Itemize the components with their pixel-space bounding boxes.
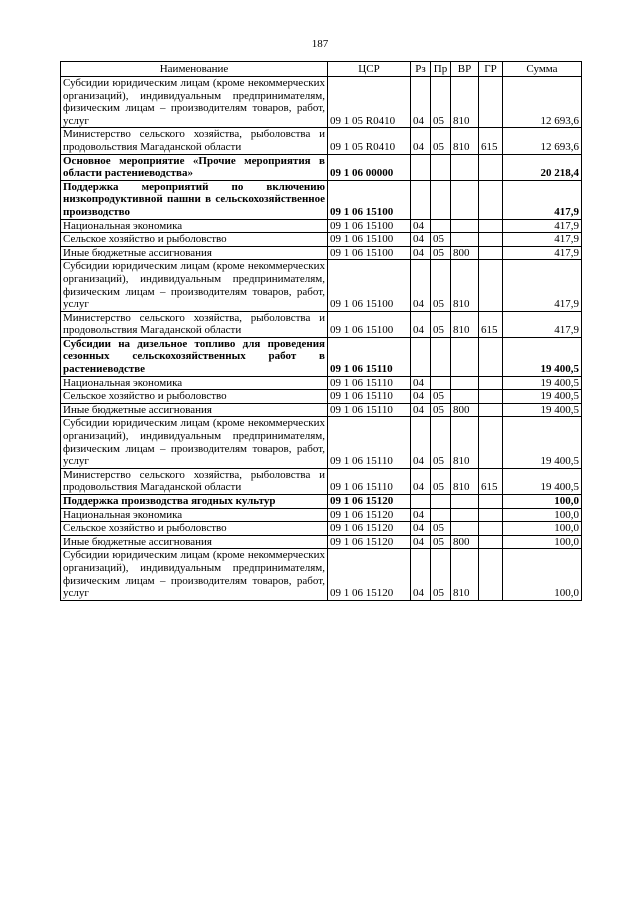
cell-rz: 04 <box>411 128 431 154</box>
cell-rz: 04 <box>411 417 431 468</box>
cell-gr <box>479 549 503 600</box>
cell-sum: 12 693,6 <box>503 77 582 128</box>
cell-gr: 615 <box>479 311 503 337</box>
cell-pr <box>431 495 451 509</box>
cell-pr: 05 <box>431 522 451 536</box>
cell-gr: 615 <box>479 468 503 494</box>
cell-vr: 810 <box>451 77 479 128</box>
table-row <box>61 390 582 404</box>
table-row <box>61 468 582 494</box>
cell-name: Национальная экономика <box>61 219 328 233</box>
cell-name: Иные бюджетные ассигнования <box>61 535 328 549</box>
table-row <box>61 180 582 219</box>
cell-rz: 04 <box>411 403 431 417</box>
cell-csr: 09 1 06 15110 <box>328 390 411 404</box>
cell-csr: 09 1 06 15120 <box>328 535 411 549</box>
cell-gr <box>479 403 503 417</box>
cell-csr: 09 1 06 15100 <box>328 311 411 337</box>
cell-name: Основное мероприятие «Прочие мероприятия в области растениеводства» <box>61 154 328 180</box>
cell-vr: 800 <box>451 535 479 549</box>
header-name: Наименование <box>61 62 328 77</box>
table-header-row <box>61 62 582 77</box>
cell-gr <box>479 390 503 404</box>
cell-rz: 04 <box>411 233 431 247</box>
cell-pr: 05 <box>431 260 451 311</box>
header-vr: ВР <box>451 62 479 77</box>
cell-name: Национальная экономика <box>61 376 328 390</box>
table-row <box>61 154 582 180</box>
cell-vr: 800 <box>451 403 479 417</box>
cell-sum: 417,9 <box>503 233 582 247</box>
table-row <box>61 77 582 128</box>
cell-gr <box>479 180 503 219</box>
cell-gr <box>479 376 503 390</box>
cell-rz: 04 <box>411 549 431 600</box>
cell-name: Субсидии юридическим лицам (кроме некоммерческих организаций), индивидуальным предпринимателям, физическим лицам – производителям товаров, работ, услуг <box>61 417 328 468</box>
cell-pr: 05 <box>431 390 451 404</box>
cell-rz: 04 <box>411 246 431 260</box>
cell-vr <box>451 154 479 180</box>
cell-gr <box>479 508 503 522</box>
table-row <box>61 508 582 522</box>
table-row <box>61 417 582 468</box>
cell-sum: 12 693,6 <box>503 128 582 154</box>
cell-csr: 09 1 06 15100 <box>328 233 411 247</box>
cell-rz <box>411 154 431 180</box>
cell-vr: 810 <box>451 549 479 600</box>
cell-rz: 04 <box>411 311 431 337</box>
cell-rz: 04 <box>411 219 431 233</box>
cell-gr <box>479 154 503 180</box>
cell-pr: 05 <box>431 417 451 468</box>
cell-csr: 09 1 06 00000 <box>328 154 411 180</box>
cell-vr <box>451 233 479 247</box>
cell-vr: 810 <box>451 311 479 337</box>
cell-pr: 05 <box>431 311 451 337</box>
cell-pr: 05 <box>431 549 451 600</box>
cell-name: Иные бюджетные ассигнования <box>61 403 328 417</box>
cell-sum: 20 218,4 <box>503 154 582 180</box>
cell-pr: 05 <box>431 77 451 128</box>
cell-pr: 05 <box>431 535 451 549</box>
cell-sum: 100,0 <box>503 549 582 600</box>
cell-gr <box>479 233 503 247</box>
table-row <box>61 337 582 376</box>
table-row <box>61 128 582 154</box>
cell-name: Национальная экономика <box>61 508 328 522</box>
cell-csr: 09 1 05 R0410 <box>328 77 411 128</box>
cell-csr: 09 1 06 15110 <box>328 417 411 468</box>
header-csr: ЦСР <box>328 62 411 77</box>
table-row <box>61 495 582 509</box>
cell-vr: 810 <box>451 260 479 311</box>
cell-vr: 800 <box>451 246 479 260</box>
table-row <box>61 233 582 247</box>
cell-sum: 19 400,5 <box>503 390 582 404</box>
header-gr: ГР <box>479 62 503 77</box>
cell-sum: 417,9 <box>503 180 582 219</box>
cell-rz: 04 <box>411 376 431 390</box>
cell-sum: 417,9 <box>503 311 582 337</box>
cell-gr <box>479 337 503 376</box>
cell-csr: 09 1 06 15120 <box>328 495 411 509</box>
cell-gr <box>479 246 503 260</box>
cell-vr <box>451 376 479 390</box>
budget-table <box>60 61 582 601</box>
cell-rz <box>411 495 431 509</box>
cell-name: Министерство сельского хозяйства, рыболовства и продовольствия Магаданской области <box>61 128 328 154</box>
cell-rz: 04 <box>411 468 431 494</box>
cell-csr: 09 1 05 R0410 <box>328 128 411 154</box>
cell-gr <box>479 535 503 549</box>
cell-csr: 09 1 06 15120 <box>328 508 411 522</box>
cell-name: Субсидии юридическим лицам (кроме некоммерческих организаций), индивидуальным предпринимателям, физическим лицам – производителям товаров, работ, услуг <box>61 549 328 600</box>
cell-name: Субсидии на дизельное топливо для проведения сезонных сельскохозяйственных работ в растениеводстве <box>61 337 328 376</box>
cell-sum: 417,9 <box>503 246 582 260</box>
cell-sum: 100,0 <box>503 535 582 549</box>
cell-name: Сельское хозяйство и рыболовство <box>61 233 328 247</box>
header-pr: Пр <box>431 62 451 77</box>
cell-csr: 09 1 06 15100 <box>328 260 411 311</box>
cell-rz: 04 <box>411 77 431 128</box>
cell-pr <box>431 376 451 390</box>
cell-sum: 417,9 <box>503 219 582 233</box>
cell-pr: 05 <box>431 403 451 417</box>
cell-csr: 09 1 06 15100 <box>328 219 411 233</box>
cell-vr <box>451 337 479 376</box>
cell-name: Поддержка мероприятий по включению низкопродуктивной пашни в сельскохозяйственное производство <box>61 180 328 219</box>
cell-rz: 04 <box>411 390 431 404</box>
table-row <box>61 311 582 337</box>
table-row <box>61 549 582 600</box>
header-rz: Рз <box>411 62 431 77</box>
cell-vr: 810 <box>451 417 479 468</box>
table-row <box>61 376 582 390</box>
cell-pr <box>431 337 451 376</box>
cell-sum: 19 400,5 <box>503 417 582 468</box>
cell-gr <box>479 260 503 311</box>
cell-gr <box>479 219 503 233</box>
cell-sum: 100,0 <box>503 495 582 509</box>
cell-sum: 19 400,5 <box>503 468 582 494</box>
cell-rz <box>411 337 431 376</box>
table-row <box>61 260 582 311</box>
cell-vr: 810 <box>451 468 479 494</box>
page-number: 187 <box>311 38 329 50</box>
cell-sum: 19 400,5 <box>503 337 582 376</box>
cell-rz: 04 <box>411 260 431 311</box>
cell-vr: 810 <box>451 128 479 154</box>
cell-vr <box>451 495 479 509</box>
table-row <box>61 522 582 536</box>
table-row <box>61 246 582 260</box>
cell-rz <box>411 180 431 219</box>
cell-vr <box>451 390 479 404</box>
cell-name: Министерство сельского хозяйства, рыболовства и продовольствия Магаданской области <box>61 311 328 337</box>
cell-csr: 09 1 06 15110 <box>328 403 411 417</box>
table-row <box>61 219 582 233</box>
cell-csr: 09 1 06 15100 <box>328 246 411 260</box>
cell-csr: 09 1 06 15110 <box>328 376 411 390</box>
cell-gr <box>479 522 503 536</box>
cell-csr: 09 1 06 15120 <box>328 549 411 600</box>
cell-csr: 09 1 06 15100 <box>328 180 411 219</box>
cell-name: Министерство сельского хозяйства, рыболовства и продовольствия Магаданской области <box>61 468 328 494</box>
table-row <box>61 403 582 417</box>
cell-name: Иные бюджетные ассигнования <box>61 246 328 260</box>
cell-pr <box>431 180 451 219</box>
cell-pr: 05 <box>431 468 451 494</box>
cell-vr <box>451 522 479 536</box>
cell-pr <box>431 154 451 180</box>
cell-vr <box>451 180 479 219</box>
cell-gr <box>479 77 503 128</box>
cell-sum: 417,9 <box>503 260 582 311</box>
cell-sum: 100,0 <box>503 522 582 536</box>
cell-sum: 19 400,5 <box>503 376 582 390</box>
cell-pr: 05 <box>431 233 451 247</box>
cell-gr <box>479 417 503 468</box>
cell-name: Сельское хозяйство и рыболовство <box>61 522 328 536</box>
cell-rz: 04 <box>411 522 431 536</box>
cell-rz: 04 <box>411 508 431 522</box>
header-sum: Сумма <box>503 62 582 77</box>
cell-name: Сельское хозяйство и рыболовство <box>61 390 328 404</box>
cell-sum: 100,0 <box>503 508 582 522</box>
cell-csr: 09 1 06 15110 <box>328 337 411 376</box>
cell-vr <box>451 508 479 522</box>
cell-pr <box>431 508 451 522</box>
table-row <box>61 535 582 549</box>
cell-sum: 19 400,5 <box>503 403 582 417</box>
cell-rz: 04 <box>411 535 431 549</box>
cell-pr: 05 <box>431 246 451 260</box>
cell-pr <box>431 219 451 233</box>
cell-pr: 05 <box>431 128 451 154</box>
cell-csr: 09 1 06 15120 <box>328 522 411 536</box>
cell-csr: 09 1 06 15110 <box>328 468 411 494</box>
cell-gr: 615 <box>479 128 503 154</box>
cell-gr <box>479 495 503 509</box>
cell-name: Поддержка производства ягодных культур <box>61 495 328 509</box>
cell-vr <box>451 219 479 233</box>
cell-name: Субсидии юридическим лицам (кроме некоммерческих организаций), индивидуальным предпринимателям, физическим лицам – производителям товаров, работ, услуг <box>61 260 328 311</box>
cell-name: Субсидии юридическим лицам (кроме некоммерческих организаций), индивидуальным предпринимателям, физическим лицам – производителям товаров, работ, услуг <box>61 77 328 128</box>
